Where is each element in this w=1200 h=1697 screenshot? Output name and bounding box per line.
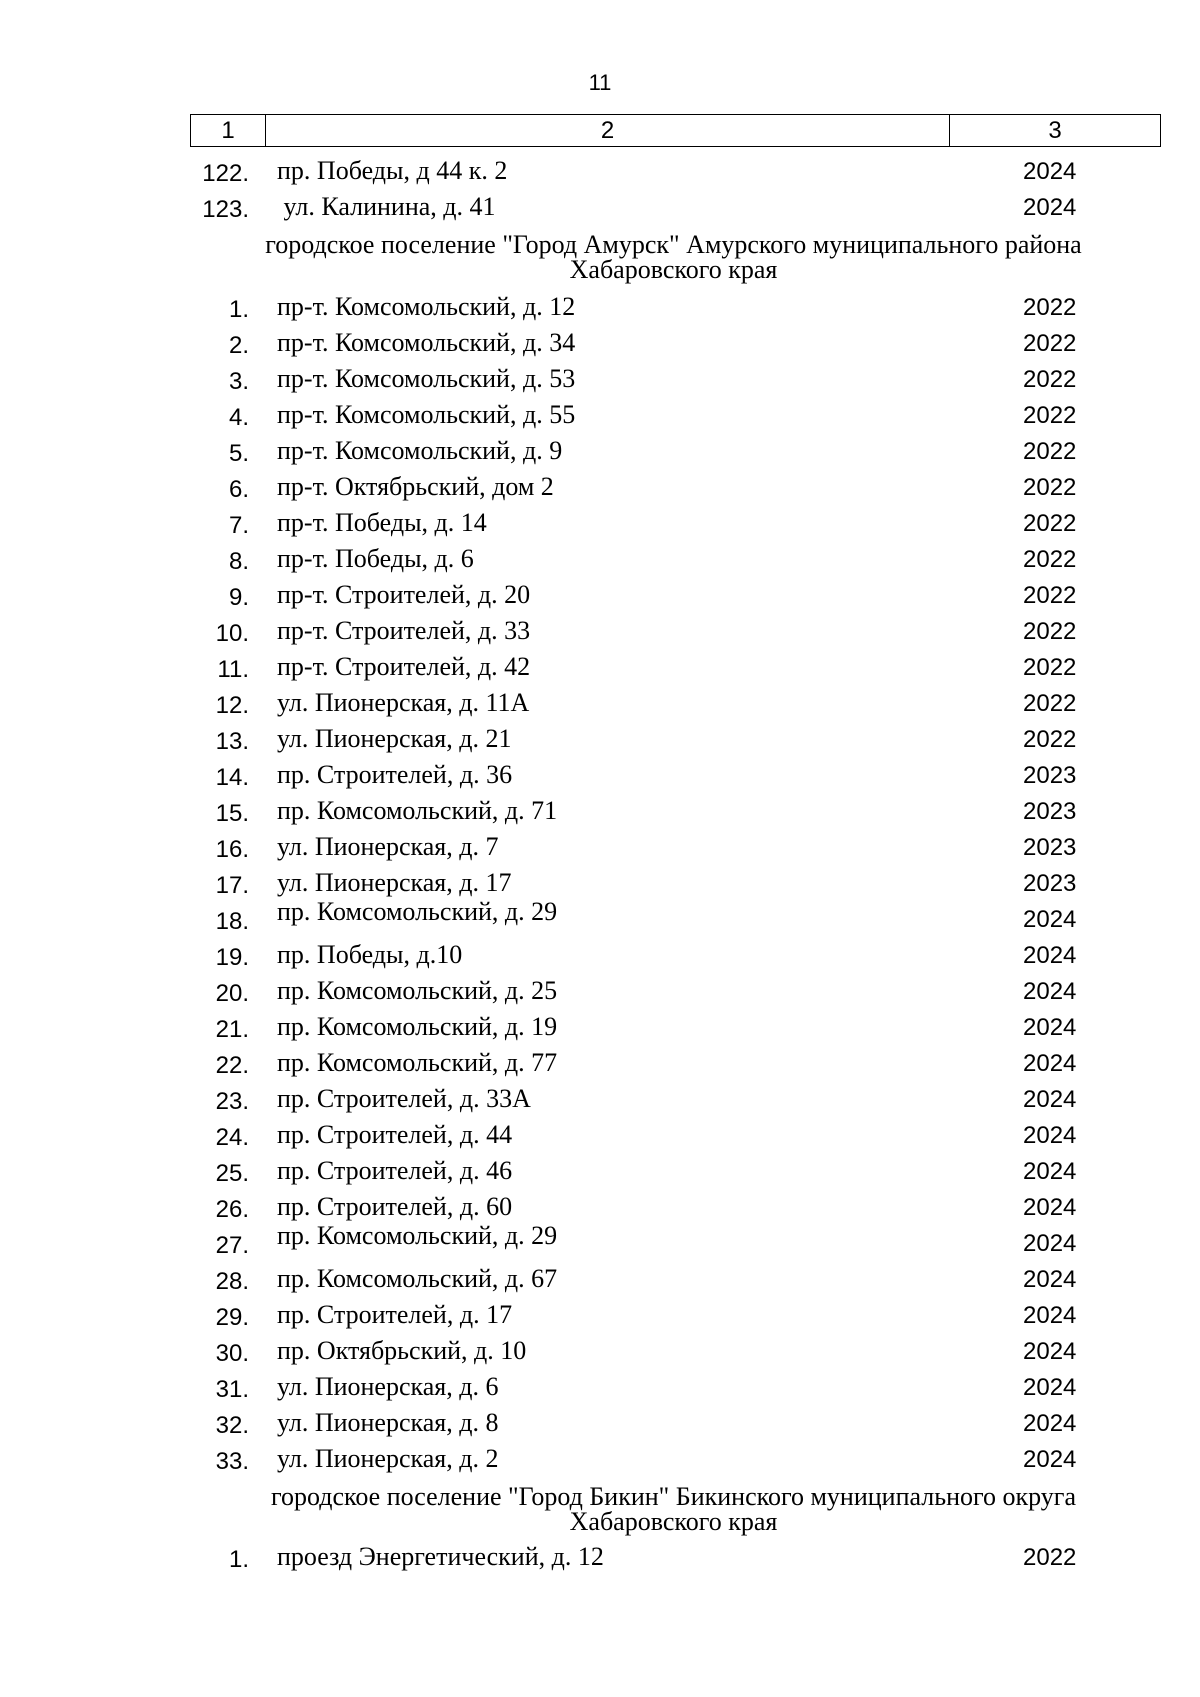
row-year: 2024 [1023, 1122, 1077, 1149]
table-row [0, 794, 1200, 830]
row-address: пр-т. Комсомольский, д. 12 [277, 292, 576, 321]
row-address: ул. Пионерская, д. 8 [277, 1408, 499, 1437]
table-row [0, 866, 1200, 902]
row-year: 2024 [1023, 1410, 1077, 1437]
table-row [0, 1221, 1200, 1262]
table-row [0, 578, 1200, 614]
row-year: 2022 [1023, 582, 1077, 609]
row-address: пр-т. Победы, д. 6 [277, 544, 474, 573]
table-row [0, 938, 1200, 974]
row-year: 2022 [1023, 294, 1077, 321]
table-row [0, 470, 1200, 506]
row-number: 1. [228, 296, 249, 323]
table-row [0, 1442, 1200, 1478]
row-year: 2024 [1023, 1014, 1077, 1041]
row-address: пр. Строителей, д. 44 [277, 1120, 513, 1149]
row-number: 11. [217, 656, 249, 683]
row-number: 33. [215, 1448, 249, 1475]
row-address: ул. Пионерская, д. 11А [277, 688, 530, 717]
table-row [0, 722, 1200, 758]
table-row [0, 686, 1200, 722]
row-number: 24. [215, 1124, 249, 1151]
row-address: пр. Комсомольский, д. 77 [277, 1048, 558, 1077]
row-year: 2024 [1023, 158, 1077, 185]
row-address: ул. Пионерская, д. 21 [277, 724, 512, 753]
row-address: пр. Строителей, д. 46 [277, 1156, 513, 1185]
row-number: 22. [215, 1052, 249, 1079]
row-number: 29. [215, 1304, 249, 1331]
row-address: ул. Пионерская, д. 7 [277, 832, 499, 861]
section-heading-bikin [190, 1484, 1157, 1534]
row-number: 15. [215, 800, 249, 827]
table-row [0, 830, 1200, 866]
row-year: 2024 [1023, 942, 1077, 969]
table-row [0, 897, 1200, 938]
row-number: 27. [215, 1232, 249, 1259]
row-number: 123. [202, 196, 249, 223]
row-address: пр. Строителей, д. 33А [277, 1084, 531, 1113]
row-address: пр. Строителей, д. 17 [277, 1300, 513, 1329]
row-address: пр-т. Октябрьский, дом 2 [277, 472, 554, 501]
section-heading-line: Хабаровского края [569, 1507, 778, 1536]
row-address: пр. Победы, д.10 [277, 940, 463, 969]
row-address: пр. Строителей, д. 36 [277, 760, 513, 789]
row-address: пр-т. Комсомольский, д. 55 [277, 400, 576, 429]
row-address: пр-т. Комсомольский, д. 53 [277, 364, 576, 393]
table-row [0, 650, 1200, 686]
table-row [0, 1010, 1200, 1046]
row-number: 28. [215, 1268, 249, 1295]
table-row [0, 974, 1200, 1010]
row-year: 2024 [1023, 1338, 1077, 1365]
row-number: 8. [228, 548, 249, 575]
row-number: 26. [215, 1196, 249, 1223]
row-number: 32. [215, 1412, 249, 1439]
table-row [0, 1118, 1200, 1154]
row-year: 2024 [1023, 1374, 1077, 1401]
row-year: 2022 [1023, 438, 1077, 465]
section-heading-line: городское поселение "Город Амурск" Амурского муниципального района [265, 230, 1082, 259]
table-row [0, 154, 1200, 190]
row-year: 2022 [1023, 474, 1077, 501]
row-year: 2022 [1023, 366, 1077, 393]
column-header-1: 1 [191, 115, 266, 147]
row-year: 2024 [1023, 1158, 1077, 1185]
row-number: 23. [215, 1088, 249, 1115]
row-year: 2022 [1023, 654, 1077, 681]
table-row [0, 542, 1200, 578]
row-address: пр. Комсомольский, д. 19 [277, 1012, 558, 1041]
section-heading-amursk [190, 232, 1157, 282]
row-address: пр-т. Комсомольский, д. 34 [277, 328, 576, 357]
row-address: пр. Победы, д 44 к. 2 [277, 156, 508, 185]
row-number: 19. [215, 944, 249, 971]
table-row [0, 362, 1200, 398]
row-number: 18. [215, 908, 249, 935]
row-number: 14. [215, 764, 249, 791]
table-row [0, 326, 1200, 362]
row-address: пр. Комсомольский, д. 71 [277, 796, 558, 825]
row-number: 5. [228, 440, 249, 467]
row-year: 2022 [1023, 618, 1077, 645]
table-row [0, 1406, 1200, 1442]
row-number: 9. [228, 584, 249, 611]
row-year: 2024 [1023, 1266, 1077, 1293]
row-number: 12. [215, 692, 249, 719]
row-number: 3. [228, 368, 249, 395]
row-year: 2023 [1023, 870, 1077, 897]
row-year: 2022 [1023, 330, 1077, 357]
table-row [0, 506, 1200, 542]
row-number: 10. [215, 620, 249, 647]
row-address: ул. Калинина, д. 41 [277, 192, 496, 221]
section-heading-line: Хабаровского края [569, 255, 778, 284]
row-year: 2022 [1023, 546, 1077, 573]
table-row [0, 1334, 1200, 1370]
row-year: 2024 [1023, 1050, 1077, 1077]
row-address: пр. Комсомольский, д. 29 [277, 897, 558, 926]
row-number: 2. [228, 332, 249, 359]
table-row [0, 1082, 1200, 1118]
row-number: 21. [215, 1016, 249, 1043]
row-year: 2022 [1023, 690, 1077, 717]
row-address: пр-т. Строителей, д. 20 [277, 580, 531, 609]
row-address: пр-т. Победы, д. 14 [277, 508, 487, 537]
table-row [0, 398, 1200, 434]
column-header-2: 2 [266, 115, 950, 147]
table-row [0, 1046, 1200, 1082]
table-row [0, 1298, 1200, 1334]
row-address: пр. Комсомольский, д. 29 [277, 1221, 558, 1250]
row-address: пр. Строителей, д. 60 [277, 1192, 513, 1221]
row-year: 2023 [1023, 798, 1077, 825]
table-row [0, 1262, 1200, 1298]
row-year: 2024 [1023, 978, 1077, 1005]
row-address: пр-т. Строителей, д. 42 [277, 652, 531, 681]
row-number: 30. [215, 1340, 249, 1367]
table-row [0, 614, 1200, 650]
page-number: 11 [588, 70, 612, 95]
row-address: пр-т. Комсомольский, д. 9 [277, 436, 563, 465]
row-year: 2024 [1023, 906, 1077, 933]
row-number: 31. [215, 1376, 249, 1403]
table-row [0, 1540, 1200, 1576]
row-address: пр. Комсомольский, д. 25 [277, 976, 558, 1005]
table-row [0, 1370, 1200, 1406]
row-number: 20. [215, 980, 249, 1007]
row-address: пр-т. Строителей, д. 33 [277, 616, 531, 645]
row-number: 122. [202, 160, 249, 187]
row-address: проезд Энергетический, д. 12 [277, 1542, 604, 1571]
row-year: 2024 [1023, 194, 1077, 221]
row-year: 2022 [1023, 1544, 1077, 1571]
row-number: 6. [228, 476, 249, 503]
row-year: 2024 [1023, 1086, 1077, 1113]
table-row [0, 758, 1200, 794]
row-number: 7. [228, 512, 249, 539]
table-row [0, 190, 1200, 226]
row-number: 4. [228, 404, 249, 431]
row-address: ул. Пионерская, д. 6 [277, 1372, 499, 1401]
row-year: 2024 [1023, 1446, 1077, 1473]
row-year: 2023 [1023, 834, 1077, 861]
row-number: 17. [215, 872, 249, 899]
row-address: пр. Октябрьский, д. 10 [277, 1336, 527, 1365]
row-address: ул. Пионерская, д. 2 [277, 1444, 499, 1473]
row-number: 16. [215, 836, 249, 863]
row-address: ул. Пионерская, д. 17 [277, 868, 512, 897]
row-year: 2024 [1023, 1302, 1077, 1329]
row-number: 25. [215, 1160, 249, 1187]
table-row [0, 434, 1200, 470]
row-address: пр. Комсомольский, д. 67 [277, 1264, 558, 1293]
row-year: 2023 [1023, 762, 1077, 789]
row-number: 13. [215, 728, 249, 755]
row-number: 1. [228, 1546, 249, 1573]
row-year: 2022 [1023, 510, 1077, 537]
row-year: 2024 [1023, 1194, 1077, 1221]
column-header-3: 3 [950, 115, 1161, 147]
table-row [0, 290, 1200, 326]
table-row [0, 1190, 1200, 1226]
row-year: 2022 [1023, 726, 1077, 753]
table-row [0, 1154, 1200, 1190]
row-year: 2022 [1023, 402, 1077, 429]
row-year: 2024 [1023, 1230, 1077, 1257]
section-heading-line: городское поселение "Город Бикин" Бикинского муниципального округа [270, 1482, 1077, 1511]
